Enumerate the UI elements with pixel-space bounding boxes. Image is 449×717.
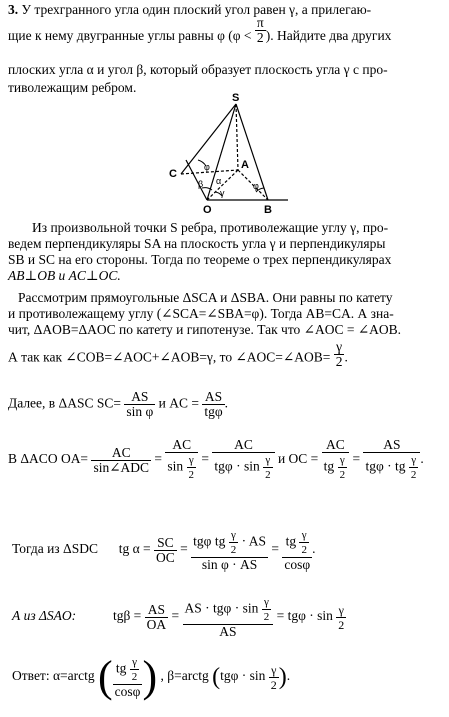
p1-line-1: Из произвольной точки S ребра, противолежащие углу γ, про-	[32, 220, 389, 235]
frac-AC-tggamma2: AC tg $\frac{\gamma}{2}$	[322, 438, 349, 482]
p5-text-a: В ΔACO OA=	[8, 451, 89, 467]
paren-left: (	[98, 652, 113, 701]
p3-line: А так как ∠COB=∠AOC+∠AOB=γ, то ∠AOC=∠AOB= $\frac{\gamma}{2}$ .	[8, 339, 348, 369]
problem-line-2	[8, 15, 442, 46]
label-beta: β	[198, 179, 204, 189]
label-S: S	[232, 92, 240, 104]
tg-sao-label: А из ΔSAO:	[12, 608, 77, 624]
problem-line-1	[8, 2, 442, 18]
frac-AC-sinADC: $\frac{AC}{\text{sin∠ADC}}$	[93, 444, 150, 475]
label-gamma: γ	[220, 188, 225, 198]
frac-AC-tgphisin: AC tgφ · sin $\frac{\gamma}{2}$	[212, 438, 274, 482]
p5-line: В ΔACO OA= $\frac{AC}{\text{sin∠ADC}}$ = AC sin $\frac{\gamma}{2}$ = AC tgφ · sin $\frac{\gamma}{2}$ и OC = AC tg $\frac{\gamma}{2}$ = AS tgφ · tg $\frac{\gamma}{2}$ .	[8, 437, 424, 481]
frac-AC-singamma2: AC sin $\frac{\gamma}{2}$	[165, 438, 198, 482]
answer-beta: , β=arctg	[160, 668, 209, 684]
edge-SA	[236, 104, 238, 170]
answer-line: Ответ: α=arctg ( tg $\frac{\gamma}{2}$ cosφ ) , β=arctg (tgφ · sin $\frac{\gamma}{2}$ ).	[12, 652, 291, 701]
label-phi1: φ	[204, 162, 210, 172]
gamma-over-2: $\frac{\gamma}{2}$	[335, 339, 343, 369]
p2-line-2: и противолежащему углу (∠SCA=∠SBA=φ). Тогда AB=CA. А зна-	[8, 306, 394, 321]
frac-SC-OC: $\frac{SC}{OC}$	[156, 534, 175, 565]
p4-line: Далее, в ΔASC SC= $\frac{AS}{\text{sin φ}}$ и AC = $\frac{AS}{\text{tgφ}}$ .	[8, 389, 229, 419]
p2-line-3: чит, ΔAOB=ΔAOC по катету и гипотенузе. Так что ∠AOC = ∠AOB.	[8, 322, 402, 337]
problem-text-2a: щие к нему двугранные углы равны φ (φ <	[8, 28, 252, 43]
tg-beta-line: А из ΔSAO: tgβ = $\frac{AS}{OA}$ = AS · tgφ · sin $\frac{\gamma}{2}$ AS = tgφ · sin $\frac{\gamma}{2}$	[12, 596, 345, 639]
frac-AS-tgphitg: AS tgφ · tg $\frac{\gamma}{2}$	[363, 438, 420, 482]
tg-alpha-line: Тогда из ΔSDC tg α = $\frac{SC}{OC}$ = tgφ tg $\frac{\gamma}{2}$ · AS sin φ · AS = tg $\frac{\gamma}{2}$ cosφ .	[12, 529, 316, 572]
problem-text-2b: ). Найдите два других	[265, 28, 392, 43]
label-A: A	[241, 159, 249, 171]
frac-tgalpha-mid: tgφ tg $\frac{\gamma}{2}$ · AS sin φ · AS	[193, 529, 266, 572]
frac-AS-sinphi: $\frac{AS}{\text{sin φ}}$	[126, 389, 154, 419]
p5-text-b: и OC =	[277, 451, 319, 467]
frac-gamma2-beta: $\frac{\gamma}{2}$	[338, 602, 345, 632]
paren-right: )	[142, 652, 158, 701]
p1-line-4: AB⊥OB и AC⊥OC.	[8, 268, 121, 283]
frac-AS-OA: $\frac{AS}{OA}$	[146, 601, 167, 632]
answer-label: Ответ: α=arctg	[12, 668, 95, 684]
frac-tgalpha-final: tg $\frac{\gamma}{2}$ cosφ	[284, 529, 311, 572]
label-phi2: φ	[253, 181, 259, 191]
edge-SB	[236, 104, 268, 200]
problem-line-3: плоских угла α и угол β, который образует плоскость угла γ с про-	[8, 62, 388, 77]
label-B: B	[264, 204, 272, 214]
pi-over-2: $\frac{\pi}{2}$	[256, 15, 264, 46]
problem-line-4: тиволежащим ребром.	[8, 80, 137, 95]
problem-number: 3.	[8, 2, 19, 17]
frac-answer-gamma2: $\frac{\gamma}{2}$	[270, 662, 277, 692]
frac-answer-alpha: tg $\frac{\gamma}{2}$ cosφ	[114, 656, 141, 699]
p1-line-3: SB и SC на его стороны. Тогда по теореме о трех перпендикулярах	[8, 252, 392, 267]
p2-line-1: Рассмотрим прямоугольные ΔSCA и ΔSBA. Они равны по катету	[18, 290, 393, 305]
problem-text-1: У трехгранного угла один плоский угол равен γ, а прилегаю-	[21, 2, 372, 17]
frac-tgbeta-mid: AS · tgφ · sin $\frac{\gamma}{2}$ AS	[183, 595, 274, 639]
frac-AS-tgphi: $\frac{AS}{\text{tgφ}}$	[204, 389, 223, 419]
label-C: C	[169, 168, 177, 180]
tg-sdc-label: Тогда из ΔSDC	[12, 541, 98, 557]
label-alpha: α	[216, 176, 222, 186]
p4-text-b: и AC =	[158, 395, 199, 411]
trihedral-figure	[160, 92, 300, 214]
p4-text-a: Далее, в ΔASC SC=	[8, 395, 121, 411]
p3-text: А так как ∠COB=∠AOC+∠AOB=γ, то ∠AOC=∠AOB=	[8, 349, 331, 365]
label-O: O	[203, 204, 212, 214]
p1-line-2: ведем перпендикуляры SA на плоскость угла γ и перпендикуляры	[8, 236, 386, 251]
